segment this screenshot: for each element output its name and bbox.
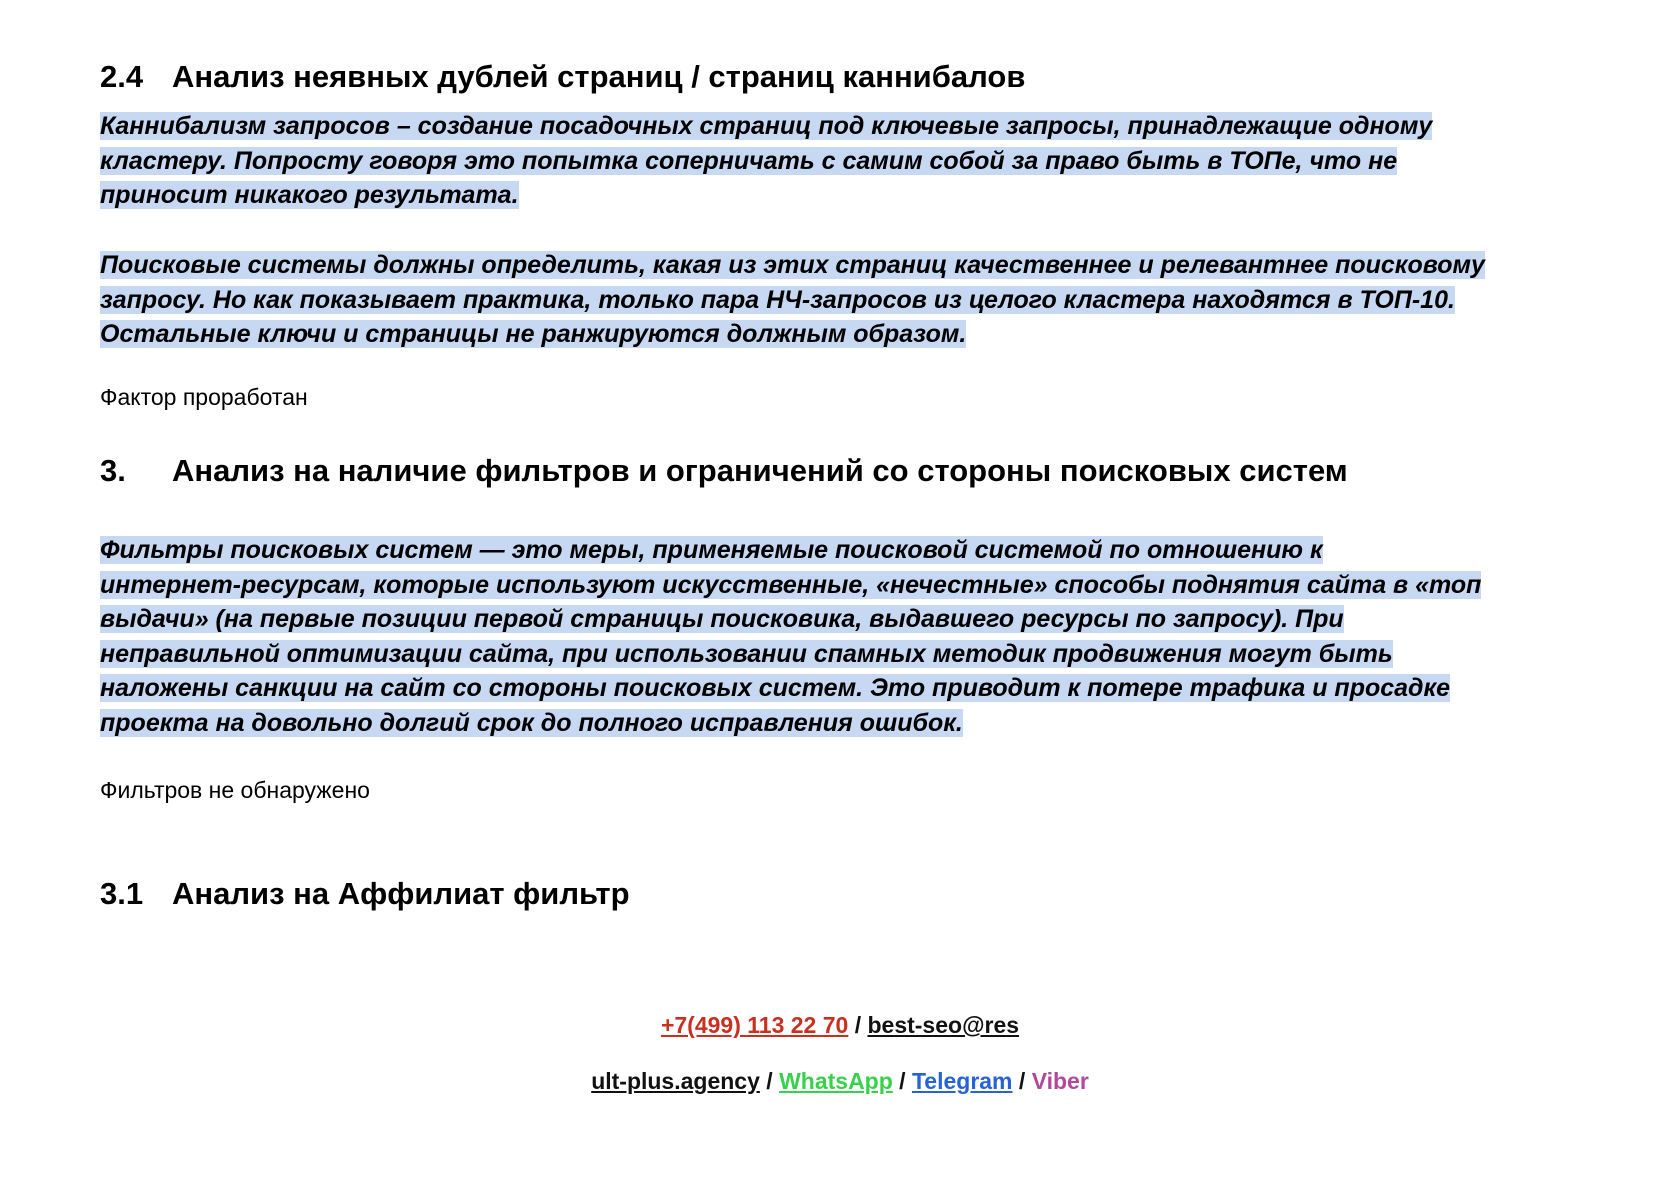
filters-definition-paragraph [100,533,1560,740]
paragraph-line: интернет-ресурсам, которые используют искусственные, «нечестные» способы поднятия сайта в «топ [100,570,1482,599]
section-title: Анализ на наличие фильтров и ограничений со стороны поисковых систем [172,453,1348,488]
section-number: 2.4 [100,59,144,94]
paragraph-line: Фильтры поисковых систем — это меры, применяемые поисковой системой по отношению к [100,536,1323,564]
paragraph-line: кластеру. Попросту говоря это попытка соперничать с самим собой за право быть в ТОПе, что не [100,146,1398,175]
paragraph-line: проекта на довольно долгий срок до полного исправления ошибок. [100,708,963,737]
status-text-2-4: Фактор проработан [100,384,308,410]
viber-link[interactable]: Viber [1031,1068,1089,1094]
paragraph-line: наложены санкции на сайт со стороны поисковых систем. Это приводит к потере трафика и просадке [100,674,1451,702]
section-heading-3-1 [100,874,630,914]
cannibalism-definition-paragraph [100,109,1560,213]
section-heading-3 [100,451,1348,491]
section-heading-2-4 [100,57,1025,97]
paragraph-line: неправильной оптимизации сайта, при использовании спамных методик продвижения могут быть [100,639,1393,668]
footer-contacts-line-2 [0,1066,1680,1096]
phone-link[interactable]: +7(499) 113 22 70 [660,1012,849,1038]
section-number: 3.1 [100,876,144,911]
separator: / [766,1068,773,1094]
paragraph-line: Каннибализм запросов – создание посадочных страниц под ключевые запросы, принадлежащие одному [100,112,1433,140]
search-engines-paragraph [100,248,1560,352]
paragraph-line: приносит никакого результата. [100,181,519,209]
status-text-3: Фильтров не обнаружено [100,777,370,803]
telegram-link[interactable]: Telegram [911,1068,1013,1094]
section-title: Анализ на Аффилиат фильтр [172,876,630,911]
separator: / [854,1012,862,1038]
paragraph-line: запросу. Но как показывает практика, только пара НЧ-запросов из целого кластера находятся в ТОП-10. [100,285,1455,314]
email-link[interactable]: best-seo@res [867,1012,1020,1038]
separator: / [899,1068,906,1094]
paragraph-line: Остальные ключи и страницы не ранжируются должным образом. [100,320,967,348]
whatsapp-link[interactable]: WhatsApp [779,1068,893,1094]
email-link-continuation[interactable]: ult-plus.agency [591,1068,760,1094]
paragraph-line: выдачи» (на первые позиции первой страницы поисковика, выдавшего ресурсы по запросу). При [100,605,1344,633]
section-number: 3. [100,453,126,488]
section-title: Анализ неявных дублей страниц / страниц каннибалов [172,59,1026,94]
paragraph-line: Поисковые системы должны определить, какая из этих страниц качественнее и релевантнее поисковому [100,251,1485,279]
footer-contacts-line-1 [0,1010,1680,1040]
separator: / [1018,1068,1026,1094]
